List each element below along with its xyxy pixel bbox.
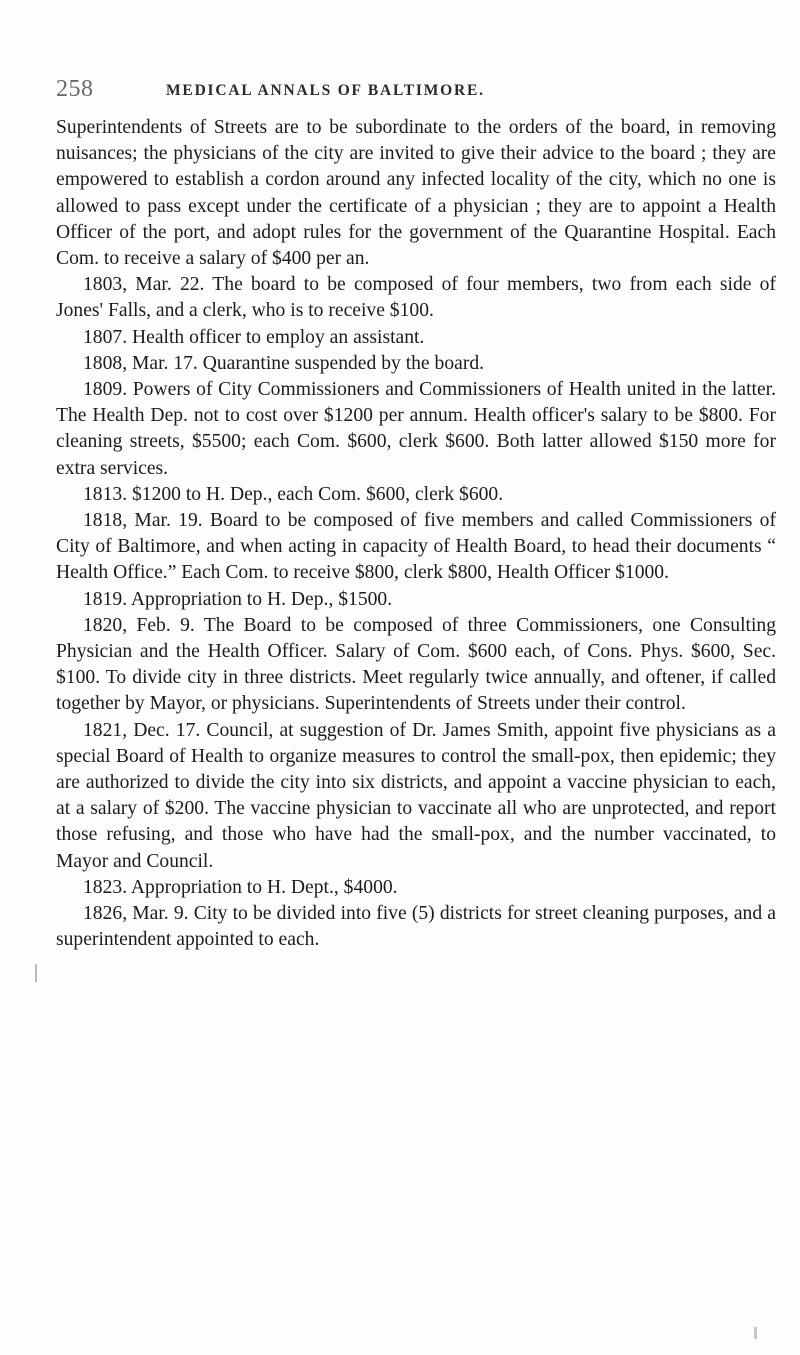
margin-mark [754,1327,757,1339]
paragraph-1823: 1823. Appropriation to H. Dept., $4000. [83,876,398,898]
paragraph-1819: 1819. Appropriation to H. Dep., $1500. [83,588,393,610]
page-number: 258 [56,76,94,102]
paragraph-1807: 1807. Health officer to employ an assistant. [83,326,425,348]
paragraph-1820: 1820, Feb. 9. The Board to be composed of three Commissioners, one Consulting Physician and the Health Officer. Salary of Com. $600 each, of Cons. Phys. $600, Sec. $100. To divide city in three districts. Meet regularly twice annually, and oftener, if called together by Mayor, or physicians. Superintendents of Streets under their control. [56,614,776,715]
margin-mark [35,964,37,982]
running-title: MEDICAL ANNALS OF BALTIMORE. [166,82,485,99]
paragraph-1813: 1813. $1200 to H. Dep., each Com. $600, clerk $600. [83,483,504,505]
paragraph-1818: 1818, Mar. 19. Board to be composed of five members and called Commissioners of City of Baltimore, and when acting in capacity of Health Board, to head their documents “ Health Office.” Each Com. to receive $800, clerk $800, Health Officer $1000. [56,510,776,584]
paragraph-1809: 1809. Powers of City Commissioners and Commissioners of Health united in the latter. The Health Dep. not to cost over $1200 per annum. Health officer's salary to be $800. For cleaning streets, $5500; each Com. $600, clerk $600. Both latter allowed $150 more for extra services. [56,379,776,479]
paragraph-continuation: Superintendents of Streets are to be subordinate to the orders of the board, in removing nuisances; the physicians of the city are invited to give their advice to the board ; they are empowered to establish a cordon around any infected locality of the city, which no one is allowed to pass except under the certificate of a physician ; they are to appoint a Health Officer of the port, and adopt rules for the government of the Quarantine Hospital. Each Com. to receive a salary of $400 per an. [56,117,776,270]
body-text [56,115,776,954]
running-head [56,68,776,108]
paragraph-1821: 1821, Dec. 17. Council, at suggestion of Dr. James Smith, appoint five physicians as a special Board of Health to organize measures to control the small-pox, then epidemic; they are authorized to divide the city into six districts, and appoint a vaccine physician to each, at a salary of $200. The vaccine physician to vaccinate all who are unprotected, and report those refusing, and those who have had the small-pox, and the number vaccinated, to Mayor and Council. [56,719,776,872]
paragraph-1803: 1803, Mar. 22. The board to be composed of four members, two from each side of Jones' Falls, and a clerk, who is to receive $100. [56,274,776,322]
paragraph-1826: 1826, Mar. 9. City to be divided into five (5) districts for street cleaning purposes, and a superintendent appointed to each. [56,903,776,951]
paragraph-1808: 1808, Mar. 17. Quarantine suspended by the board. [83,352,485,374]
